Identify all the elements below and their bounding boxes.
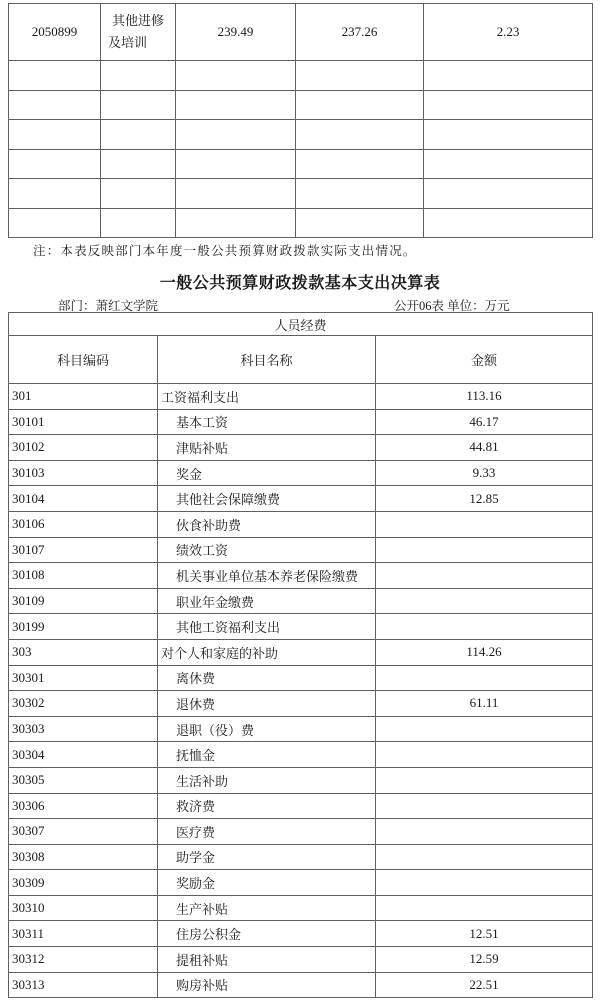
subject-row: [9, 767, 593, 793]
subject-name: 绩效工资: [158, 537, 376, 563]
subject-row: [9, 665, 593, 691]
top-table-row: [9, 149, 593, 179]
top-table-body: [9, 4, 593, 238]
top-table-cell-v3: [424, 179, 593, 209]
subject-code: 30199: [9, 614, 158, 640]
subject-code: 30313: [9, 972, 158, 998]
subject-code: 30309: [9, 870, 158, 896]
top-table-row: [9, 120, 593, 150]
top-table-cell-v1: [176, 90, 296, 120]
top-table-cell-code: [9, 179, 101, 209]
subject-amount: [376, 588, 593, 614]
subject-row: [9, 384, 593, 410]
subject-name: 津贴补贴: [158, 435, 376, 461]
subject-amount: [376, 742, 593, 768]
top-table-cell-code: [9, 149, 101, 179]
subject-row: [9, 793, 593, 819]
column-header-row: [9, 336, 593, 384]
subject-row: [9, 563, 593, 589]
subject-row: [9, 588, 593, 614]
top-table-cell-name: [101, 208, 176, 238]
subject-code: 30310: [9, 895, 158, 921]
subject-row: [9, 435, 593, 461]
top-table-cell-v1: [176, 149, 296, 179]
subject-code: 30107: [9, 537, 158, 563]
subject-amount: [376, 870, 593, 896]
subject-name: 奖励金: [158, 870, 376, 896]
subject-name: 机关事业单位基本养老保险缴费: [158, 563, 376, 589]
subject-amount: 12.59: [376, 947, 593, 973]
column-header-code: 科目编码: [9, 336, 158, 384]
subject-amount: [376, 767, 593, 793]
table-note: 注：本表反映部门本年度一般公共预算财政拨款实际支出情况。: [33, 244, 417, 258]
subject-name: 抚恤金: [158, 742, 376, 768]
top-table-cell-name: 其他进修及培训: [101, 4, 176, 61]
subject-row: [9, 409, 593, 435]
subject-amount: 9.33: [376, 460, 593, 486]
subject-amount: 12.51: [376, 921, 593, 947]
subject-name: 基本工资: [158, 409, 376, 435]
subject-code: 30102: [9, 435, 158, 461]
subject-amount: [376, 895, 593, 921]
subject-name: 奖金: [158, 460, 376, 486]
subject-row: [9, 537, 593, 563]
table-meta-label: 公开06表 单位：万元: [394, 299, 510, 313]
subject-row: [9, 947, 593, 973]
subject-name: 工资福利支出: [158, 384, 376, 410]
top-table-cell-v3: 2.23: [424, 4, 593, 61]
column-header-name: 科目名称: [158, 336, 376, 384]
top-table-cell-v2: [296, 179, 424, 209]
subject-name: 离休费: [158, 665, 376, 691]
top-table-row: [9, 61, 593, 91]
top-table-cell-v1: [176, 179, 296, 209]
subject-row: [9, 742, 593, 768]
top-table-row: [9, 4, 593, 61]
column-header-amount: 金额: [376, 336, 593, 384]
subject-code: 30304: [9, 742, 158, 768]
section-header-row: [9, 313, 593, 336]
subject-code: 30108: [9, 563, 158, 589]
subject-amount: 113.16: [376, 384, 593, 410]
top-table-cell-v2: [296, 120, 424, 150]
main-table-body: [9, 384, 593, 998]
top-table-cell-name: [101, 61, 176, 91]
subject-code: 30101: [9, 409, 158, 435]
subject-amount: [376, 793, 593, 819]
top-table-cell-name: [101, 179, 176, 209]
top-table-cell-v1: [176, 120, 296, 150]
top-table-cell-code: [9, 120, 101, 150]
top-table-cell-name: [101, 149, 176, 179]
subject-name: 医疗费: [158, 819, 376, 845]
subject-name: 提租补贴: [158, 947, 376, 973]
subject-name: 其他工资福利支出: [158, 614, 376, 640]
subject-code: 301: [9, 384, 158, 410]
top-table-row: [9, 90, 593, 120]
subject-name: 住房公积金: [158, 921, 376, 947]
top-table-cell-v2: [296, 208, 424, 238]
subject-name: 生产补贴: [158, 895, 376, 921]
top-table-cell-code: 2050899: [9, 4, 101, 61]
top-table-cell-v2: [296, 61, 424, 91]
subject-code: 303: [9, 639, 158, 665]
subject-amount: 114.26: [376, 639, 593, 665]
subject-row: [9, 691, 593, 717]
main-table: [8, 312, 593, 998]
subject-amount: [376, 716, 593, 742]
subject-amount: [376, 844, 593, 870]
subject-row: [9, 870, 593, 896]
top-table-cell-v3: [424, 61, 593, 91]
subject-code: 30308: [9, 844, 158, 870]
subject-amount: 22.51: [376, 972, 593, 998]
top-table-row: [9, 208, 593, 238]
subject-amount: [376, 537, 593, 563]
top-table-cell-v3: [424, 90, 593, 120]
page-title: 一般公共预算财政拨款基本支出决算表: [159, 275, 441, 292]
subject-code: 30302: [9, 691, 158, 717]
subject-code: 30103: [9, 460, 158, 486]
section-header: 人员经费: [9, 313, 593, 336]
subject-name: 职业年金缴费: [158, 588, 376, 614]
subject-row: [9, 486, 593, 512]
subject-code: 30301: [9, 665, 158, 691]
top-table-cell-v2: 237.26: [296, 4, 424, 61]
subject-row: [9, 460, 593, 486]
subject-row: [9, 895, 593, 921]
subject-name: 退休费: [158, 691, 376, 717]
department-label: 部门：萧红文学院: [58, 299, 159, 313]
subject-name: 对个人和家庭的补助: [158, 639, 376, 665]
top-table-cell-name: [101, 90, 176, 120]
top-table-cell-code: [9, 208, 101, 238]
top-table-cell-v3: [424, 208, 593, 238]
subject-code: 30311: [9, 921, 158, 947]
subject-name: 生活补助: [158, 767, 376, 793]
subject-row: [9, 614, 593, 640]
subject-code: 30312: [9, 947, 158, 973]
subject-amount: [376, 614, 593, 640]
top-table-cell-v3: [424, 120, 593, 150]
subject-name: 助学金: [158, 844, 376, 870]
top-table-cell-v1: [176, 61, 296, 91]
subject-code: 30104: [9, 486, 158, 512]
top-table-row: [9, 179, 593, 209]
subject-amount: [376, 819, 593, 845]
subject-code: 30109: [9, 588, 158, 614]
subject-row: [9, 844, 593, 870]
subject-amount: [376, 511, 593, 537]
subject-code: 30106: [9, 511, 158, 537]
subject-row: [9, 716, 593, 742]
top-table-cell-v2: [296, 90, 424, 120]
subject-row: [9, 972, 593, 998]
subject-amount: 46.17: [376, 409, 593, 435]
subject-name: 其他社会保障缴费: [158, 486, 376, 512]
subject-code: 30303: [9, 716, 158, 742]
top-table-cell-code: [9, 61, 101, 91]
subject-name: 救济费: [158, 793, 376, 819]
subject-name: 伙食补助费: [158, 511, 376, 537]
subject-code: 30307: [9, 819, 158, 845]
subject-amount: 44.81: [376, 435, 593, 461]
subject-row: [9, 511, 593, 537]
subject-row: [9, 819, 593, 845]
subject-code: 30306: [9, 793, 158, 819]
subject-amount: 61.11: [376, 691, 593, 717]
subject-amount: [376, 563, 593, 589]
subject-code: 30305: [9, 767, 158, 793]
top-table: [8, 3, 593, 238]
subject-row: [9, 921, 593, 947]
top-table-cell-name: [101, 120, 176, 150]
subject-amount: 12.85: [376, 486, 593, 512]
top-table-cell-v2: [296, 149, 424, 179]
top-table-cell-code: [9, 90, 101, 120]
subject-name: 退职（役）费: [158, 716, 376, 742]
top-table-cell-v3: [424, 149, 593, 179]
subject-name: 购房补贴: [158, 972, 376, 998]
subject-amount: [376, 665, 593, 691]
top-table-cell-v1: [176, 208, 296, 238]
subject-row: [9, 639, 593, 665]
top-table-cell-v1: 239.49: [176, 4, 296, 61]
